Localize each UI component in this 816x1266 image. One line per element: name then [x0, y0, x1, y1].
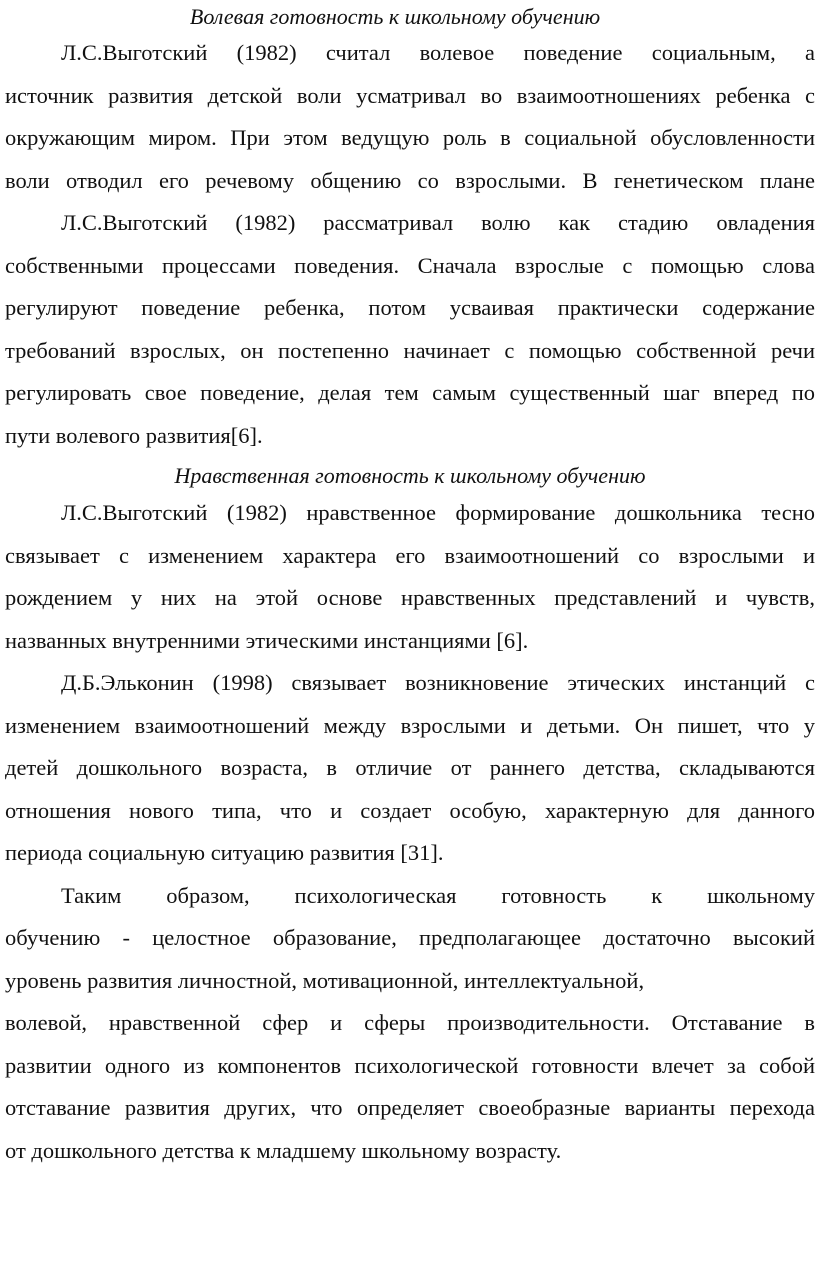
text-line: воли отводил его речевому общению со взрослыми. В генетическом плане — [5, 167, 815, 193]
text-line: от дошкольного детства к младшему школьному возрасту. — [5, 1137, 562, 1163]
text-line: волевой, нравственной сфер и сферы производительности. Отставание в — [5, 1010, 815, 1035]
text-line: регулируют поведение ребенка, потом усваивая практически содержание — [5, 295, 815, 320]
text-line: детей дошкольного возраста, в отличие от раннего детства, складываются — [5, 755, 815, 780]
text-line: требований взрослых, он постепенно начинает с помощью собственной речи — [5, 337, 815, 363]
text-line: Таким образом, психологическая готовность к школьному — [61, 882, 815, 908]
section-heading-moral: Нравственная готовность к школьному обучению — [174, 463, 646, 488]
text-line: регулировать свое поведение, делая тем самым существенный шаг вперед по — [5, 380, 815, 405]
text-line: изменением взаимоотношений между взрослыми и детьми. Он пишет, что у — [5, 712, 815, 738]
text-line: Д.Б.Эльконин (1998) связывает возникновение этических инстанций с — [61, 670, 815, 695]
paragraph-conclusion — [5, 875, 815, 1173]
text-line: собственными процессами поведения. Сначала взрослые с помощью слова — [5, 252, 815, 278]
paragraph-vygotsky-stage — [5, 202, 815, 457]
paragraph-vygotsky-will — [5, 32, 815, 202]
text-line: уровень развития личностной, мотивационной, интеллектуальной, — [5, 967, 645, 993]
text-line: источник развития детской воли усматривал во взаимоотношениях ребенка с — [5, 82, 815, 108]
text-line: отношения нового типа, что и создает особую, характерную для данного — [5, 797, 815, 823]
text-line: названных внутренними этическими инстанциями [6]. — [5, 627, 529, 653]
text-line: Л.С.Выготский (1982) нравственное формирование дошкольника тесно — [61, 500, 815, 525]
section-heading-volitional: Волевая готовность к школьному обучению — [189, 4, 601, 29]
paragraph-vygotsky-moral — [5, 492, 815, 662]
text-line: окружающим миром. При этом ведущую роль в социальной обусловленности — [5, 125, 815, 150]
text-line: связывает с изменением характера его взаимоотношений со взрослыми и — [5, 542, 815, 568]
document-page — [5, 0, 815, 1172]
text-line: отставание развития других, что определяет своеобразные варианты перехода — [5, 1095, 815, 1120]
text-line: обучению - целостное образование, предполагающее достаточно высокий — [5, 925, 815, 950]
paragraph-elkonin — [5, 662, 815, 875]
text-line: развитии одного из компонентов психологической готовности влечет за собой — [5, 1052, 815, 1078]
text-line: Л.С.Выготский (1982) рассматривал волю как стадию овладения — [61, 210, 815, 235]
text-line: рождением у них на этой основе нравственных представлений и чувств, — [5, 585, 815, 610]
text-line: Л.С.Выготский (1982) считал волевое поведение социальным, а — [61, 40, 815, 65]
text-line: пути волевого развития[6]. — [5, 422, 263, 448]
text-line: периода социальную ситуацию развития [31]. — [5, 840, 444, 865]
